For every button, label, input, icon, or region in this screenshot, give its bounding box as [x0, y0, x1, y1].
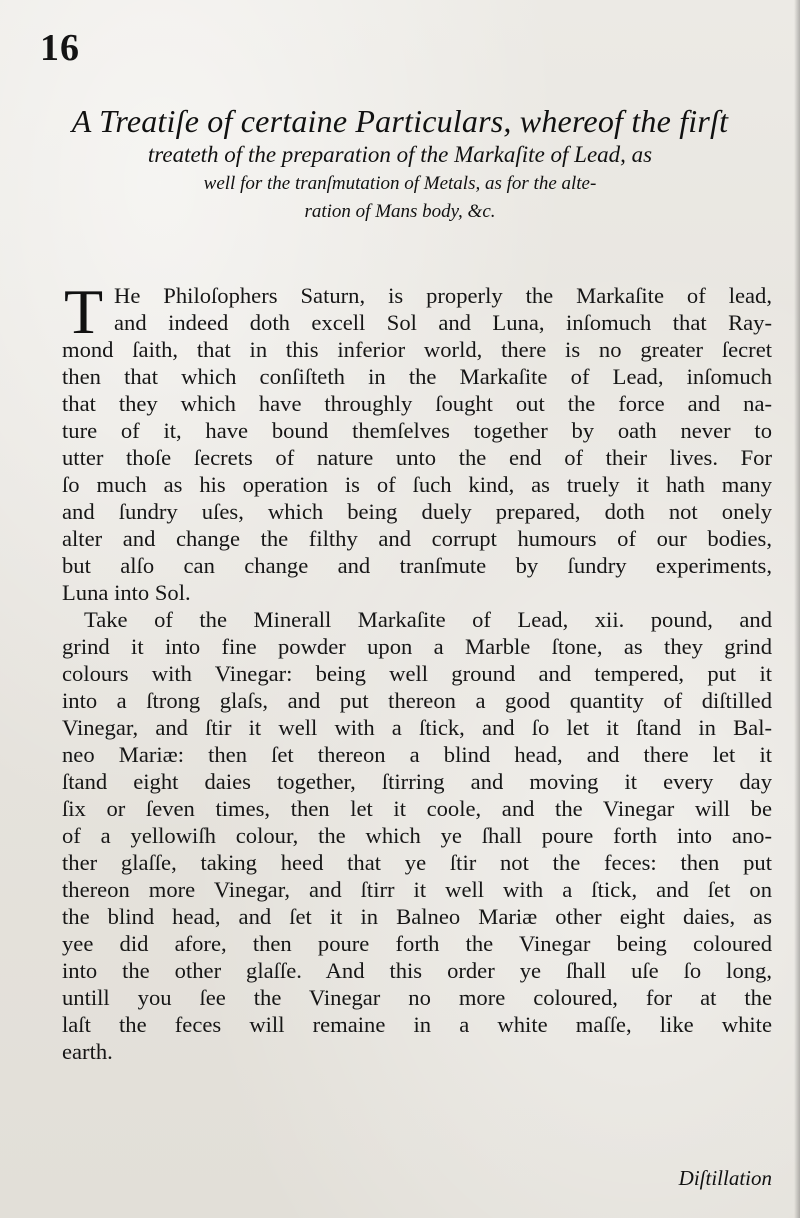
- body-line: laſt the feces will remaine in a white maſſe, like white: [62, 1012, 772, 1037]
- body-line: earth.: [62, 1039, 113, 1064]
- treatise-title: [30, 102, 770, 226]
- body-line: yee did afore, then poure forth the Vinegar being coloured: [62, 931, 772, 956]
- body-line: He Philoſophers Saturn, is properly the Markaſite of lead,: [114, 283, 772, 308]
- body-line: thereon more Vinegar, and ſtirr it well with a ſtick, and ſet on: [62, 877, 772, 902]
- body-line: alter and change the filthy and corrupt humours of our bodies,: [62, 526, 772, 551]
- body-line: and indeed doth excell Sol and Luna, inſomuch that Ray-: [114, 310, 772, 335]
- page-number: 16: [40, 27, 80, 69]
- body-line: Take of the Minerall Markaſite of Lead, xii. pound, and: [84, 607, 772, 632]
- body-line: mond ſaith, that in this inferior world, there is no greater ſecret: [62, 337, 772, 362]
- body-line: then that which conſiſteth in the Markaſite of Lead, inſomuch: [62, 364, 772, 389]
- body-line: that they which have throughly ſought out the force and na-: [62, 391, 772, 416]
- body-line: the blind head, and ſet it in Balneo Mariæ other eight daies, as: [62, 904, 772, 929]
- body-line: ther glaſſe, taking heed that ye ſtir not the feces: then put: [62, 850, 772, 875]
- body-line: ture of it, have bound themſelves together by oath never to: [62, 418, 772, 443]
- body-line: untill you ſee the Vinegar no more coloured, for at the: [62, 985, 772, 1010]
- body-line: Luna into Sol.: [62, 580, 191, 605]
- drop-cap: T: [64, 276, 104, 347]
- page-edge-shadow: [794, 0, 800, 1218]
- body-line: into the other glaſſe. And this order ye ſhall uſe ſo long,: [62, 958, 772, 983]
- body-line: Vinegar, and ſtir it well with a ſtick, and ſo let it ſtand in Bal-: [62, 715, 772, 740]
- body-line: utter thoſe ſecrets of nature unto the end of their lives. For: [62, 445, 772, 470]
- title-line-1: A Treatiſe of certaine Particulars, whereof the firſt: [71, 103, 729, 139]
- body-line: grind it into fine powder upon a Marble ſtone, as they grind: [62, 634, 772, 659]
- body-line: colours with Vinegar: being well ground and tempered, put it: [62, 661, 772, 686]
- body-line: ſix or ſeven times, then let it coole, and the Vinegar will be: [62, 796, 772, 821]
- body-line: and ſundry uſes, which being duely prepared, doth not onely: [62, 499, 772, 524]
- catchword: Diſtillation: [678, 1166, 772, 1190]
- body-line: ſo much as his operation is of ſuch kind, as truely it hath many: [62, 472, 772, 497]
- body-line: of a yellowiſh colour, the which ye ſhall poure forth into ano-: [62, 823, 772, 848]
- body-line: ſtand eight daies together, ſtirring and moving it every day: [62, 769, 772, 794]
- body-line: neo Mariæ: then ſet thereon a blind head, and there let it: [62, 742, 772, 767]
- body-line: but alſo can change and tranſmute by ſundry experiments,: [62, 553, 772, 578]
- title-line-3: well for the tranſmutation of Metals, as for the alte-: [203, 173, 597, 194]
- body-line: into a ſtrong glaſs, and put thereon a good quantity of diſtilled: [62, 688, 772, 713]
- title-line-4: ration of Mans body, &c.: [304, 201, 496, 222]
- body-text: [62, 276, 772, 1065]
- title-line-2: treateth of the preparation of the Markaſite of Lead, as: [147, 142, 653, 167]
